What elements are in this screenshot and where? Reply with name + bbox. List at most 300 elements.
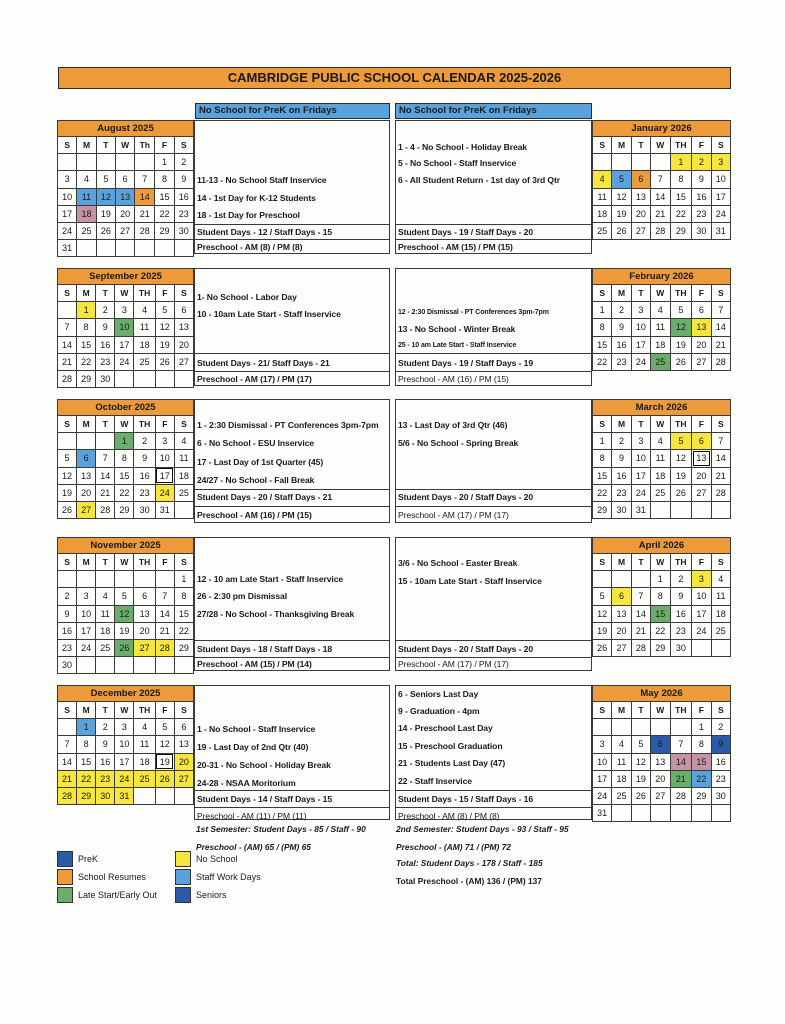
day-cell: 15 bbox=[651, 605, 670, 622]
note-line: 13 - Last Day of 3rd Qtr (46) bbox=[398, 420, 508, 430]
note-line: 25 - 10 am Late Start - Staff Inservice bbox=[398, 342, 517, 349]
day-cell: 28 bbox=[155, 639, 174, 656]
weekday-header: T bbox=[96, 285, 115, 302]
day-cell: 27 bbox=[77, 501, 96, 518]
notes-september bbox=[194, 268, 390, 386]
day-cell: 20 bbox=[174, 336, 193, 353]
day-cell: 29 bbox=[651, 639, 670, 656]
notes-february bbox=[395, 268, 592, 386]
note-line: 12 - 10 am Late Start - Staff Inservice bbox=[197, 574, 344, 584]
day-cell: 24 bbox=[115, 353, 134, 370]
day-cell: 4 bbox=[96, 588, 115, 605]
day-cell: 14 bbox=[58, 753, 77, 770]
notes-august bbox=[194, 120, 390, 254]
legend-staff-label: Staff Work Days bbox=[196, 872, 261, 882]
day-cell: 13 bbox=[692, 450, 711, 467]
day-cell: 5 bbox=[670, 302, 692, 319]
day-cell: 24 bbox=[58, 222, 77, 239]
day-cell: 16 bbox=[58, 622, 77, 639]
day-cell: 4 bbox=[651, 433, 670, 450]
day-cell: 19 bbox=[155, 336, 174, 353]
day-cell bbox=[77, 571, 96, 588]
day-cell: 2 bbox=[670, 571, 692, 588]
day-cell: 26 bbox=[631, 787, 650, 804]
weekday-header: W bbox=[651, 416, 670, 433]
day-cell bbox=[115, 370, 134, 387]
day-cell bbox=[134, 787, 155, 804]
day-cell: 11 bbox=[651, 450, 670, 467]
notes-october bbox=[194, 399, 390, 523]
day-cell: 28 bbox=[135, 222, 155, 239]
note-line: 15 - Preschool Graduation bbox=[398, 741, 503, 751]
day-cell: 17 bbox=[155, 467, 174, 484]
weekday-header: M bbox=[612, 285, 631, 302]
day-cell bbox=[711, 639, 730, 656]
day-cell: 30 bbox=[134, 501, 155, 518]
weekday-header: F bbox=[692, 702, 711, 719]
day-cell: 3 bbox=[631, 433, 650, 450]
day-cell: 30 bbox=[670, 639, 692, 656]
note-line: Preschool - AM (17) / PM (17) bbox=[197, 374, 312, 384]
day-cell: 31 bbox=[711, 222, 730, 239]
day-cell: 2 bbox=[711, 719, 730, 736]
day-cell: 25 bbox=[77, 222, 96, 239]
weekday-header: M bbox=[77, 554, 96, 571]
day-cell: 18 bbox=[651, 467, 670, 484]
weekday-header: T bbox=[631, 285, 650, 302]
day-cell: 8 bbox=[651, 588, 670, 605]
day-cell: 14 bbox=[58, 336, 77, 353]
weekday-header: S bbox=[174, 702, 193, 719]
day-cell bbox=[612, 154, 631, 171]
day-cell bbox=[631, 719, 650, 736]
day-cell: 20 bbox=[612, 622, 631, 639]
note-line: 18 - 1st Day for Preschool bbox=[197, 210, 300, 220]
weekday-header: S bbox=[711, 554, 730, 571]
day-cell: 29 bbox=[670, 222, 692, 239]
day-cell: 17 bbox=[115, 336, 134, 353]
day-cell: 7 bbox=[670, 736, 692, 753]
day-cell: 5 bbox=[58, 450, 77, 467]
weekday-header: M bbox=[77, 702, 96, 719]
day-cell: 3 bbox=[631, 302, 650, 319]
day-cell: 20 bbox=[115, 205, 134, 222]
weekday-header: T bbox=[631, 416, 650, 433]
note-line: 1 - No School - Staff Inservice bbox=[197, 724, 316, 734]
weekday-header: F bbox=[692, 137, 711, 154]
day-cell: 5 bbox=[670, 433, 692, 450]
note-line: 6 - All Student Return - 1st day of 3rd Qtr bbox=[398, 175, 561, 185]
day-cell: 17 bbox=[58, 205, 77, 222]
day-cell: 6 bbox=[692, 433, 711, 450]
day-cell: 27 bbox=[174, 353, 193, 370]
month-december-2025 bbox=[57, 685, 194, 805]
weekday-header: T bbox=[96, 416, 115, 433]
day-cell: 3 bbox=[593, 736, 612, 753]
day-cell: 13 bbox=[174, 319, 193, 336]
weekday-header: T bbox=[96, 554, 115, 571]
day-cell: 12 bbox=[631, 753, 650, 770]
day-cell: 23 bbox=[96, 770, 115, 787]
day-cell: 17 bbox=[631, 467, 650, 484]
month-name: December 2025 bbox=[58, 686, 194, 702]
day-cell: 26 bbox=[670, 484, 692, 501]
day-cell: 8 bbox=[77, 736, 96, 753]
day-cell: 17 bbox=[115, 753, 134, 770]
day-cell: 16 bbox=[612, 467, 631, 484]
day-cell: 27 bbox=[612, 639, 631, 656]
day-cell: 1 bbox=[77, 719, 96, 736]
day-cell: 17 bbox=[692, 605, 711, 622]
day-cell: 24 bbox=[77, 639, 96, 656]
day-cell: 5 bbox=[612, 171, 631, 188]
note-line: Student Days - 21/ Staff Days - 21 bbox=[197, 358, 330, 368]
day-cell: 14 bbox=[670, 753, 692, 770]
day-cell: 27 bbox=[631, 222, 650, 239]
weekday-header: TH bbox=[134, 554, 155, 571]
day-cell: 11 bbox=[612, 753, 631, 770]
note-line: Preschool - AM (17) / PM (17) bbox=[398, 659, 509, 669]
note-line: 20-31 - No School - Holiday Break bbox=[197, 760, 331, 770]
day-cell: 26 bbox=[612, 222, 631, 239]
weekday-header: T bbox=[96, 702, 115, 719]
day-cell bbox=[155, 787, 174, 804]
weekday-header: F bbox=[155, 702, 174, 719]
day-cell: 19 bbox=[115, 622, 134, 639]
month-name: February 2026 bbox=[593, 269, 731, 285]
day-cell: 25 bbox=[612, 787, 631, 804]
weekday-header: W bbox=[651, 285, 670, 302]
legend-resume-swatch bbox=[57, 869, 73, 885]
day-cell bbox=[174, 787, 193, 804]
day-cell: 25 bbox=[174, 484, 193, 501]
note-line: 14 - Preschool Last Day bbox=[398, 723, 493, 733]
day-cell bbox=[134, 370, 155, 387]
month-name: August 2025 bbox=[58, 121, 194, 137]
weekday-header: S bbox=[593, 702, 612, 719]
note-line: Student Days - 15 / Staff Days - 16 bbox=[398, 794, 533, 804]
day-cell: 2 bbox=[134, 433, 155, 450]
day-cell: 7 bbox=[135, 171, 155, 188]
weekday-header: F bbox=[692, 416, 711, 433]
weekday-header: M bbox=[612, 554, 631, 571]
weekday-header: W bbox=[115, 285, 134, 302]
day-cell bbox=[651, 805, 670, 822]
note-line: Student Days - 20 / Staff Days - 20 bbox=[398, 644, 533, 654]
notes-november bbox=[194, 537, 390, 671]
day-cell bbox=[593, 571, 612, 588]
day-cell bbox=[96, 571, 115, 588]
weekday-header: M bbox=[77, 137, 96, 154]
day-cell: 25 bbox=[593, 222, 612, 239]
day-cell bbox=[631, 154, 650, 171]
day-cell: 20 bbox=[134, 622, 155, 639]
day-cell: 11 bbox=[134, 736, 155, 753]
day-cell: 1 bbox=[593, 302, 612, 319]
day-cell: 8 bbox=[593, 450, 612, 467]
day-cell: 23 bbox=[96, 353, 115, 370]
day-cell: 23 bbox=[174, 205, 193, 222]
day-cell: 28 bbox=[670, 787, 692, 804]
legend-prek-swatch bbox=[57, 851, 73, 867]
day-cell: 10 bbox=[631, 319, 650, 336]
day-cell: 19 bbox=[670, 467, 692, 484]
day-cell: 4 bbox=[711, 571, 730, 588]
day-cell: 14 bbox=[155, 605, 174, 622]
day-cell: 28 bbox=[651, 222, 670, 239]
weekday-header: S bbox=[593, 554, 612, 571]
weekday-header: W bbox=[115, 702, 134, 719]
day-cell: 7 bbox=[711, 302, 730, 319]
day-cell: 6 bbox=[115, 171, 134, 188]
note-line: 11-13 - No School Staff Inservice bbox=[197, 175, 327, 185]
day-cell: 31 bbox=[631, 501, 650, 518]
day-cell: 27 bbox=[692, 353, 711, 370]
day-cell: 21 bbox=[670, 770, 692, 787]
day-cell: 29 bbox=[155, 222, 174, 239]
weekday-header: S bbox=[58, 137, 77, 154]
day-cell bbox=[58, 719, 77, 736]
day-cell: 19 bbox=[155, 753, 174, 770]
legend-noschool-swatch bbox=[175, 851, 191, 867]
day-cell: 15 bbox=[670, 188, 692, 205]
day-cell: 16 bbox=[174, 188, 193, 205]
day-cell: 10 bbox=[631, 450, 650, 467]
note-line: 6 - No School - ESU Inservice bbox=[197, 438, 314, 448]
day-cell: 2 bbox=[612, 433, 631, 450]
legend-seniors-label: Seniors bbox=[196, 890, 227, 900]
day-cell: 23 bbox=[58, 639, 77, 656]
note-line: Student Days - 14 / Staff Days - 15 bbox=[197, 794, 332, 804]
day-cell: 29 bbox=[77, 370, 96, 387]
day-cell: 25 bbox=[96, 639, 115, 656]
day-cell: 28 bbox=[58, 787, 77, 804]
note-line: 12 - 2:30 Dismissal - PT Conferences 3pm-7pm bbox=[398, 309, 549, 316]
month-name: October 2025 bbox=[58, 400, 194, 416]
day-cell: 1 bbox=[155, 154, 174, 171]
weekday-header: S bbox=[711, 416, 730, 433]
day-cell: 31 bbox=[593, 805, 612, 822]
day-cell: 19 bbox=[631, 770, 650, 787]
sem1-preschool: Preschool - (AM) 65 / (PM) 65 bbox=[196, 842, 311, 852]
day-cell: 31 bbox=[115, 787, 134, 804]
weekday-header: T bbox=[631, 702, 650, 719]
day-cell: 9 bbox=[96, 736, 115, 753]
day-cell: 9 bbox=[692, 171, 711, 188]
weekday-header: Th bbox=[135, 137, 155, 154]
day-cell: 2 bbox=[96, 302, 115, 319]
weekday-header: W bbox=[651, 702, 670, 719]
day-cell: 24 bbox=[631, 353, 650, 370]
day-cell: 1 bbox=[651, 571, 670, 588]
day-cell: 22 bbox=[670, 205, 692, 222]
day-cell bbox=[58, 433, 77, 450]
day-cell: 4 bbox=[651, 302, 670, 319]
weekday-header: T bbox=[631, 137, 650, 154]
day-cell bbox=[115, 240, 134, 257]
day-cell bbox=[135, 240, 155, 257]
weekday-header: S bbox=[174, 285, 193, 302]
day-cell bbox=[593, 154, 612, 171]
day-cell: 18 bbox=[711, 605, 730, 622]
day-cell bbox=[612, 805, 631, 822]
note-line: 27/28 - No School - Thanksgiving Break bbox=[197, 609, 355, 619]
day-cell: 9 bbox=[58, 605, 77, 622]
weekday-header: S bbox=[58, 702, 77, 719]
day-cell bbox=[58, 571, 77, 588]
day-cell: 30 bbox=[711, 787, 730, 804]
day-cell: 7 bbox=[711, 433, 730, 450]
day-cell bbox=[96, 433, 115, 450]
day-cell bbox=[612, 719, 631, 736]
month-name: April 2026 bbox=[593, 538, 731, 554]
sem1-totals: 1st Semester: Student Days - 85 / Staff - 90 bbox=[196, 824, 366, 834]
day-cell: 12 bbox=[155, 736, 174, 753]
weekday-header: T bbox=[631, 554, 650, 571]
day-cell: 26 bbox=[670, 353, 692, 370]
sem2-preschool: Preschool - (AM) 71 / (PM) 72 bbox=[396, 842, 511, 852]
weekday-header: F bbox=[692, 285, 711, 302]
day-cell: 18 bbox=[77, 205, 96, 222]
day-cell: 6 bbox=[134, 588, 155, 605]
notes-may bbox=[395, 685, 592, 820]
day-cell bbox=[692, 639, 711, 656]
day-cell: 25 bbox=[711, 622, 730, 639]
weekday-header: M bbox=[77, 285, 96, 302]
weekday-header: S bbox=[711, 137, 730, 154]
day-cell: 23 bbox=[692, 205, 711, 222]
note-line: Preschool - AM (8) / PM (8) bbox=[197, 242, 303, 252]
day-cell bbox=[174, 370, 193, 387]
day-cell: 12 bbox=[612, 188, 631, 205]
weekday-header: TH bbox=[670, 702, 692, 719]
day-cell: 30 bbox=[96, 787, 115, 804]
year-totals: Total: Student Days - 178 / Staff - 185 bbox=[396, 858, 543, 868]
day-cell bbox=[670, 501, 692, 518]
day-cell: 4 bbox=[174, 433, 193, 450]
day-cell: 8 bbox=[77, 319, 96, 336]
day-cell: 23 bbox=[711, 770, 730, 787]
day-cell bbox=[77, 433, 96, 450]
note-line: Student Days - 20 / Staff Days - 20 bbox=[398, 492, 533, 502]
day-cell: 9 bbox=[711, 736, 730, 753]
weekday-header: W bbox=[115, 416, 134, 433]
day-cell: 22 bbox=[77, 770, 96, 787]
sem2-totals: 2nd Semester: Student Days - 93 / Staff - 95 bbox=[396, 824, 569, 834]
day-cell: 22 bbox=[77, 353, 96, 370]
legend-latestart-swatch bbox=[57, 887, 73, 903]
day-cell: 28 bbox=[711, 484, 730, 501]
note-line: 3/6 - No School - Easter Break bbox=[398, 558, 518, 568]
weekday-header: S bbox=[711, 285, 730, 302]
day-cell: 2 bbox=[96, 719, 115, 736]
day-cell: 13 bbox=[612, 605, 631, 622]
day-cell: 29 bbox=[593, 501, 612, 518]
day-cell: 6 bbox=[631, 171, 650, 188]
weekday-header: TH bbox=[670, 554, 692, 571]
day-cell: 11 bbox=[174, 450, 193, 467]
day-cell: 15 bbox=[77, 753, 96, 770]
day-cell bbox=[77, 154, 96, 171]
legend-noschool-label: No School bbox=[196, 854, 238, 864]
day-cell: 23 bbox=[612, 484, 631, 501]
note-line: Preschool - AM (15) / PM (15) bbox=[398, 242, 513, 252]
day-cell: 15 bbox=[174, 605, 193, 622]
month-january-2026 bbox=[592, 120, 731, 240]
day-cell: 6 bbox=[174, 719, 193, 736]
day-cell: 8 bbox=[115, 450, 134, 467]
day-cell bbox=[651, 501, 670, 518]
note-line: 1 - 4 - No School - Holiday Break bbox=[398, 142, 527, 152]
day-cell: 25 bbox=[651, 484, 670, 501]
note-line: 10 - 10am Late Start - Staff Inservice bbox=[197, 309, 341, 319]
day-cell: 14 bbox=[96, 467, 115, 484]
day-cell: 11 bbox=[96, 605, 115, 622]
day-cell: 15 bbox=[593, 467, 612, 484]
day-cell bbox=[631, 571, 650, 588]
note-line: 21 - Students Last Day (47) bbox=[398, 758, 506, 768]
day-cell: 13 bbox=[115, 188, 134, 205]
weekday-header: W bbox=[651, 137, 670, 154]
day-cell: 21 bbox=[711, 336, 730, 353]
day-cell: 12 bbox=[670, 319, 692, 336]
day-cell bbox=[711, 501, 730, 518]
day-cell: 14 bbox=[135, 188, 155, 205]
note-line: Preschool - AM (16) / PM (15) bbox=[398, 374, 509, 384]
month-name: September 2025 bbox=[58, 269, 194, 285]
note-line: 5/6 - No School - Spring Break bbox=[398, 438, 519, 448]
day-cell: 20 bbox=[692, 336, 711, 353]
note-line: Preschool - AM (16) / PM (15) bbox=[197, 510, 312, 520]
day-cell: 13 bbox=[631, 188, 650, 205]
day-cell: 3 bbox=[115, 719, 134, 736]
day-cell: 31 bbox=[155, 501, 174, 518]
month-february-2026 bbox=[592, 268, 731, 371]
day-cell: 28 bbox=[631, 639, 650, 656]
weekday-header: TH bbox=[134, 416, 155, 433]
day-cell: 24 bbox=[692, 622, 711, 639]
note-line: 17 - Last Day of 1st Quarter (45) bbox=[197, 457, 324, 467]
day-cell: 24 bbox=[593, 787, 612, 804]
day-cell bbox=[692, 805, 711, 822]
weekday-header: W bbox=[651, 554, 670, 571]
day-cell: 24 bbox=[631, 484, 650, 501]
weekday-header: F bbox=[155, 285, 174, 302]
day-cell: 12 bbox=[670, 450, 692, 467]
day-cell: 16 bbox=[670, 605, 692, 622]
day-cell bbox=[155, 240, 174, 257]
day-cell: 7 bbox=[58, 319, 77, 336]
day-cell: 3 bbox=[77, 588, 96, 605]
day-cell: 20 bbox=[174, 753, 193, 770]
month-april-2026 bbox=[592, 537, 731, 657]
day-cell: 7 bbox=[631, 588, 650, 605]
day-cell bbox=[96, 657, 115, 674]
month-september-2025 bbox=[57, 268, 194, 388]
note-line: 19 - Last Day of 2nd Qtr (40) bbox=[197, 742, 309, 752]
day-cell: 13 bbox=[77, 467, 96, 484]
day-cell: 22 bbox=[174, 622, 193, 639]
note-line: 13 - No School - Winter Break bbox=[398, 324, 516, 334]
day-cell: 5 bbox=[593, 588, 612, 605]
day-cell bbox=[631, 805, 650, 822]
note-line: 1- No School - Labor Day bbox=[197, 292, 297, 302]
month-august-2025 bbox=[57, 120, 194, 257]
day-cell bbox=[174, 657, 193, 674]
legend-staff-swatch bbox=[175, 869, 191, 885]
day-cell: 25 bbox=[651, 353, 670, 370]
day-cell: 16 bbox=[96, 336, 115, 353]
